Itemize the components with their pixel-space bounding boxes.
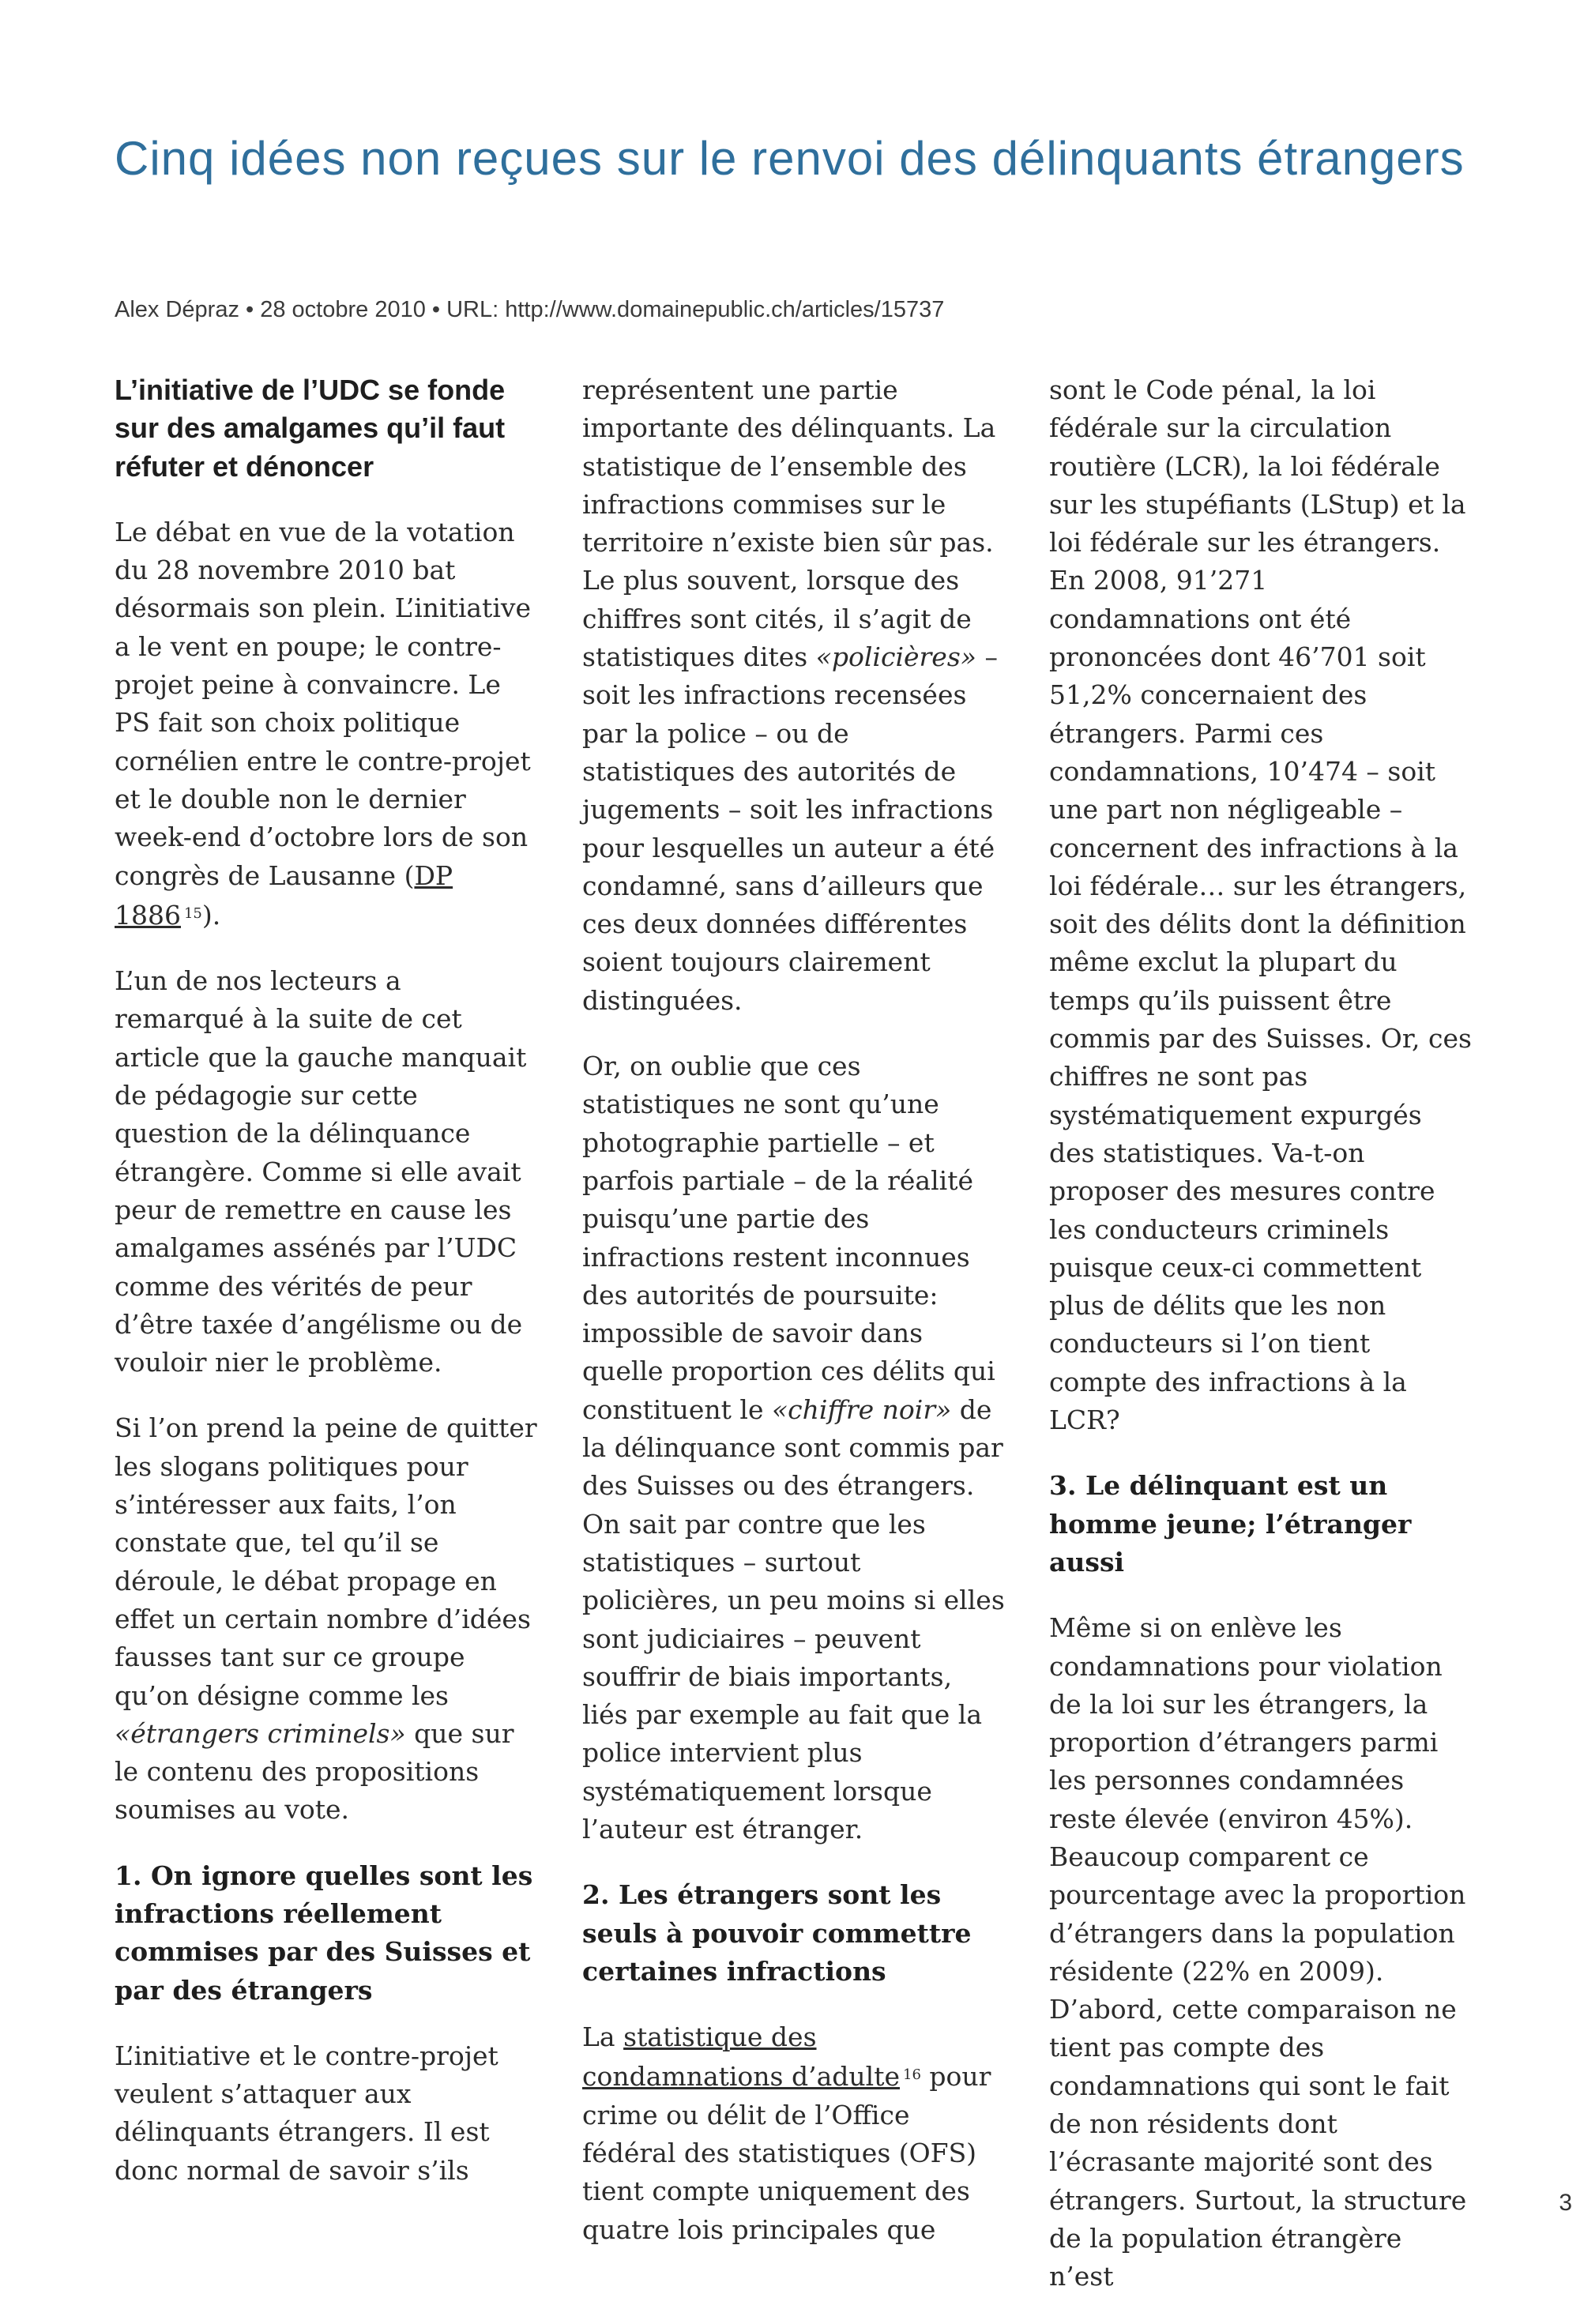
article-title: Cinq idées non reçues sur le renvoi des délinquants étrangers (115, 132, 1465, 185)
paragraph-text: – soit les infractions recensées par la police – ou de statistiques des autorités de jugements – soit les infractions pour lesquelles un auteur a été condamné, sans d’ailleurs que ces deux données différentes soient toujours clairement distinguées. (582, 641, 998, 1016)
paragraph (582, 371, 1005, 1020)
emphasis: «étrangers criminels» (115, 1717, 406, 1749)
footnote-ref: 15 (183, 904, 202, 922)
text-column-3 (1049, 371, 1472, 2324)
article-byline: Alex Dépraz • 28 octobre 2010 • URL: http://www.domainepublic.ch/articles/15737 (115, 297, 945, 322)
paragraph-text: Si l’on prend la peine de quitter les slogans politiques pour s’intéresser aux faits, l’on constate que, tel qu’il se déroule, le débat propage en effet un certain nombre d’idées fausses tant sur ce groupe qu’on désigne comme les (115, 1412, 537, 1711)
dp-1886-link[interactable]: DP 1886 (115, 859, 453, 931)
section-heading-2: 2. Les étrangers sont les seuls à pouvoir commettre certaines infractions (582, 1879, 972, 1987)
paragraph-text: de la délinquance sont commis par des Suisses ou des étrangers. On sait par contre que les statistiques – surtout policières, un peu moins si elles sont judiciaires – peuvent souffrir de biais importants, liés par exemple au fait que la police intervient plus systématiquement lorsque l’auteur est étranger. (582, 1393, 1005, 1845)
paragraph: sont le Code pénal, la loi fédérale sur la circulation routière (LCR), la loi fédérale sur les stupéfiants (LStup) et la loi fédérale sur les étrangers. En 2008, 91’271 condamnations ont été prononcées dont 46’701 soit 51,2% concernaient des étrangers. Parmi ces condamnations, 10’474 – soit une part non négligeable – concernent des infractions à la loi fédérale… sur les étrangers, soit des délits dont la définition même exclut la plupart du temps qu’ils puissent être commis par des Suisses. Or, ces chiffres ne sont pas systématiquement expurgés des statistiques. Va-t-on proposer des mesures contre les conducteurs criminels puisque ceux-ci commettent plus de délits que les non conducteurs si l’on tient compte des infractions à la LCR? (1049, 374, 1472, 1436)
statistics-link[interactable]: statistique des condamnations d’adulte (582, 2021, 900, 2093)
paragraph-text: que sur le contenu des propositions soumises au vote. (115, 1717, 514, 1826)
paragraph-text: représentent une partie importante des délinquants. La statistique de l’ensemble des infractions commises sur le territoire n’existe bien sûr pas. Le plus souvent, lorsque des chiffres sont cités, il s’agit de statistiques dites (582, 374, 996, 673)
paragraph (582, 2018, 1005, 2249)
paragraph: L’un de nos lecteurs a remarqué à la suite de cet article que la gauche manquait de pédagogie sur cette question de la délinquance étrangère. Comme si elle avait peur de remettre en cause les amalgames assénés par l’UDC comme des vérités de peur d’être taxée d’angélisme ou de vouloir nier le problème. (115, 965, 527, 1378)
emphasis: «chiffre noir» (771, 1393, 952, 1425)
text-column-2 (582, 371, 1005, 2277)
paragraph-text: Le débat en vue de la votation du 28 novembre 2010 bat désormais son plein. L’initiative a le vent en poupe; le contre-projet peine à convaincre. Le PS fait son choix politique cornélien entre le contre-projet et le double non le dernier week-end d’octobre lors de son congrès de Lausanne ( (115, 516, 532, 891)
paragraph-text: Or, on oublie que ces statistiques ne sont qu’une photographie partielle – et parfois partiale – de la réalité puisqu’une partie des infractions restent inconnues des autorités de poursuite: impossible de savoir dans quelle proportion ces délits qui constituent le (582, 1051, 995, 1425)
paragraph-text: La (582, 2021, 624, 2053)
footnote-ref: 16 (903, 2066, 921, 2084)
lead-heading: L’initiative de l’UDC se fonde sur des amalgames qu’il faut réfuter et dénoncer (115, 374, 506, 483)
paragraph: Même si on enlève les condamnations pour violation de la loi sur les étrangers, la proportion d’étrangers parmi les personnes condamnées reste élevée (environ 45%). Beaucoup comparent ce pourcentage avec la proportion d’étrangers dans la population résidente (22% en 2009). D’abord, cette comparaison ne tient pas compte des condamnations qui sont le fait de non résidents dont l’écrasante majorité sont des étrangers. Surtout, la structure de la population étrangère n’est (1049, 1612, 1467, 2292)
paragraph-text: ). (201, 899, 221, 931)
paragraph-text: pour crime ou délit de l’Office fédéral des statistiques (OFS) tient compte uniquement des quatre lois principales que (582, 2061, 991, 2245)
section-heading-3: 3. Le délinquant est un homme jeune; l’étranger aussi (1049, 1470, 1412, 1578)
emphasis: «policières» (815, 641, 976, 673)
paragraph (115, 513, 537, 934)
text-column-1 (115, 371, 537, 2217)
paragraph (115, 1409, 537, 1829)
paragraph (582, 1047, 1005, 1848)
page-number: 3 (1559, 2190, 1572, 2216)
section-heading-1: 1. On ignore quelles sont les infractions réellement commises par des Suisses et par des étrangers (115, 1860, 533, 2006)
paragraph: L’initiative et le contre-projet veulent s’attaquer aux délinquants étrangers. Il est donc normal de savoir s’ils (115, 2040, 498, 2186)
